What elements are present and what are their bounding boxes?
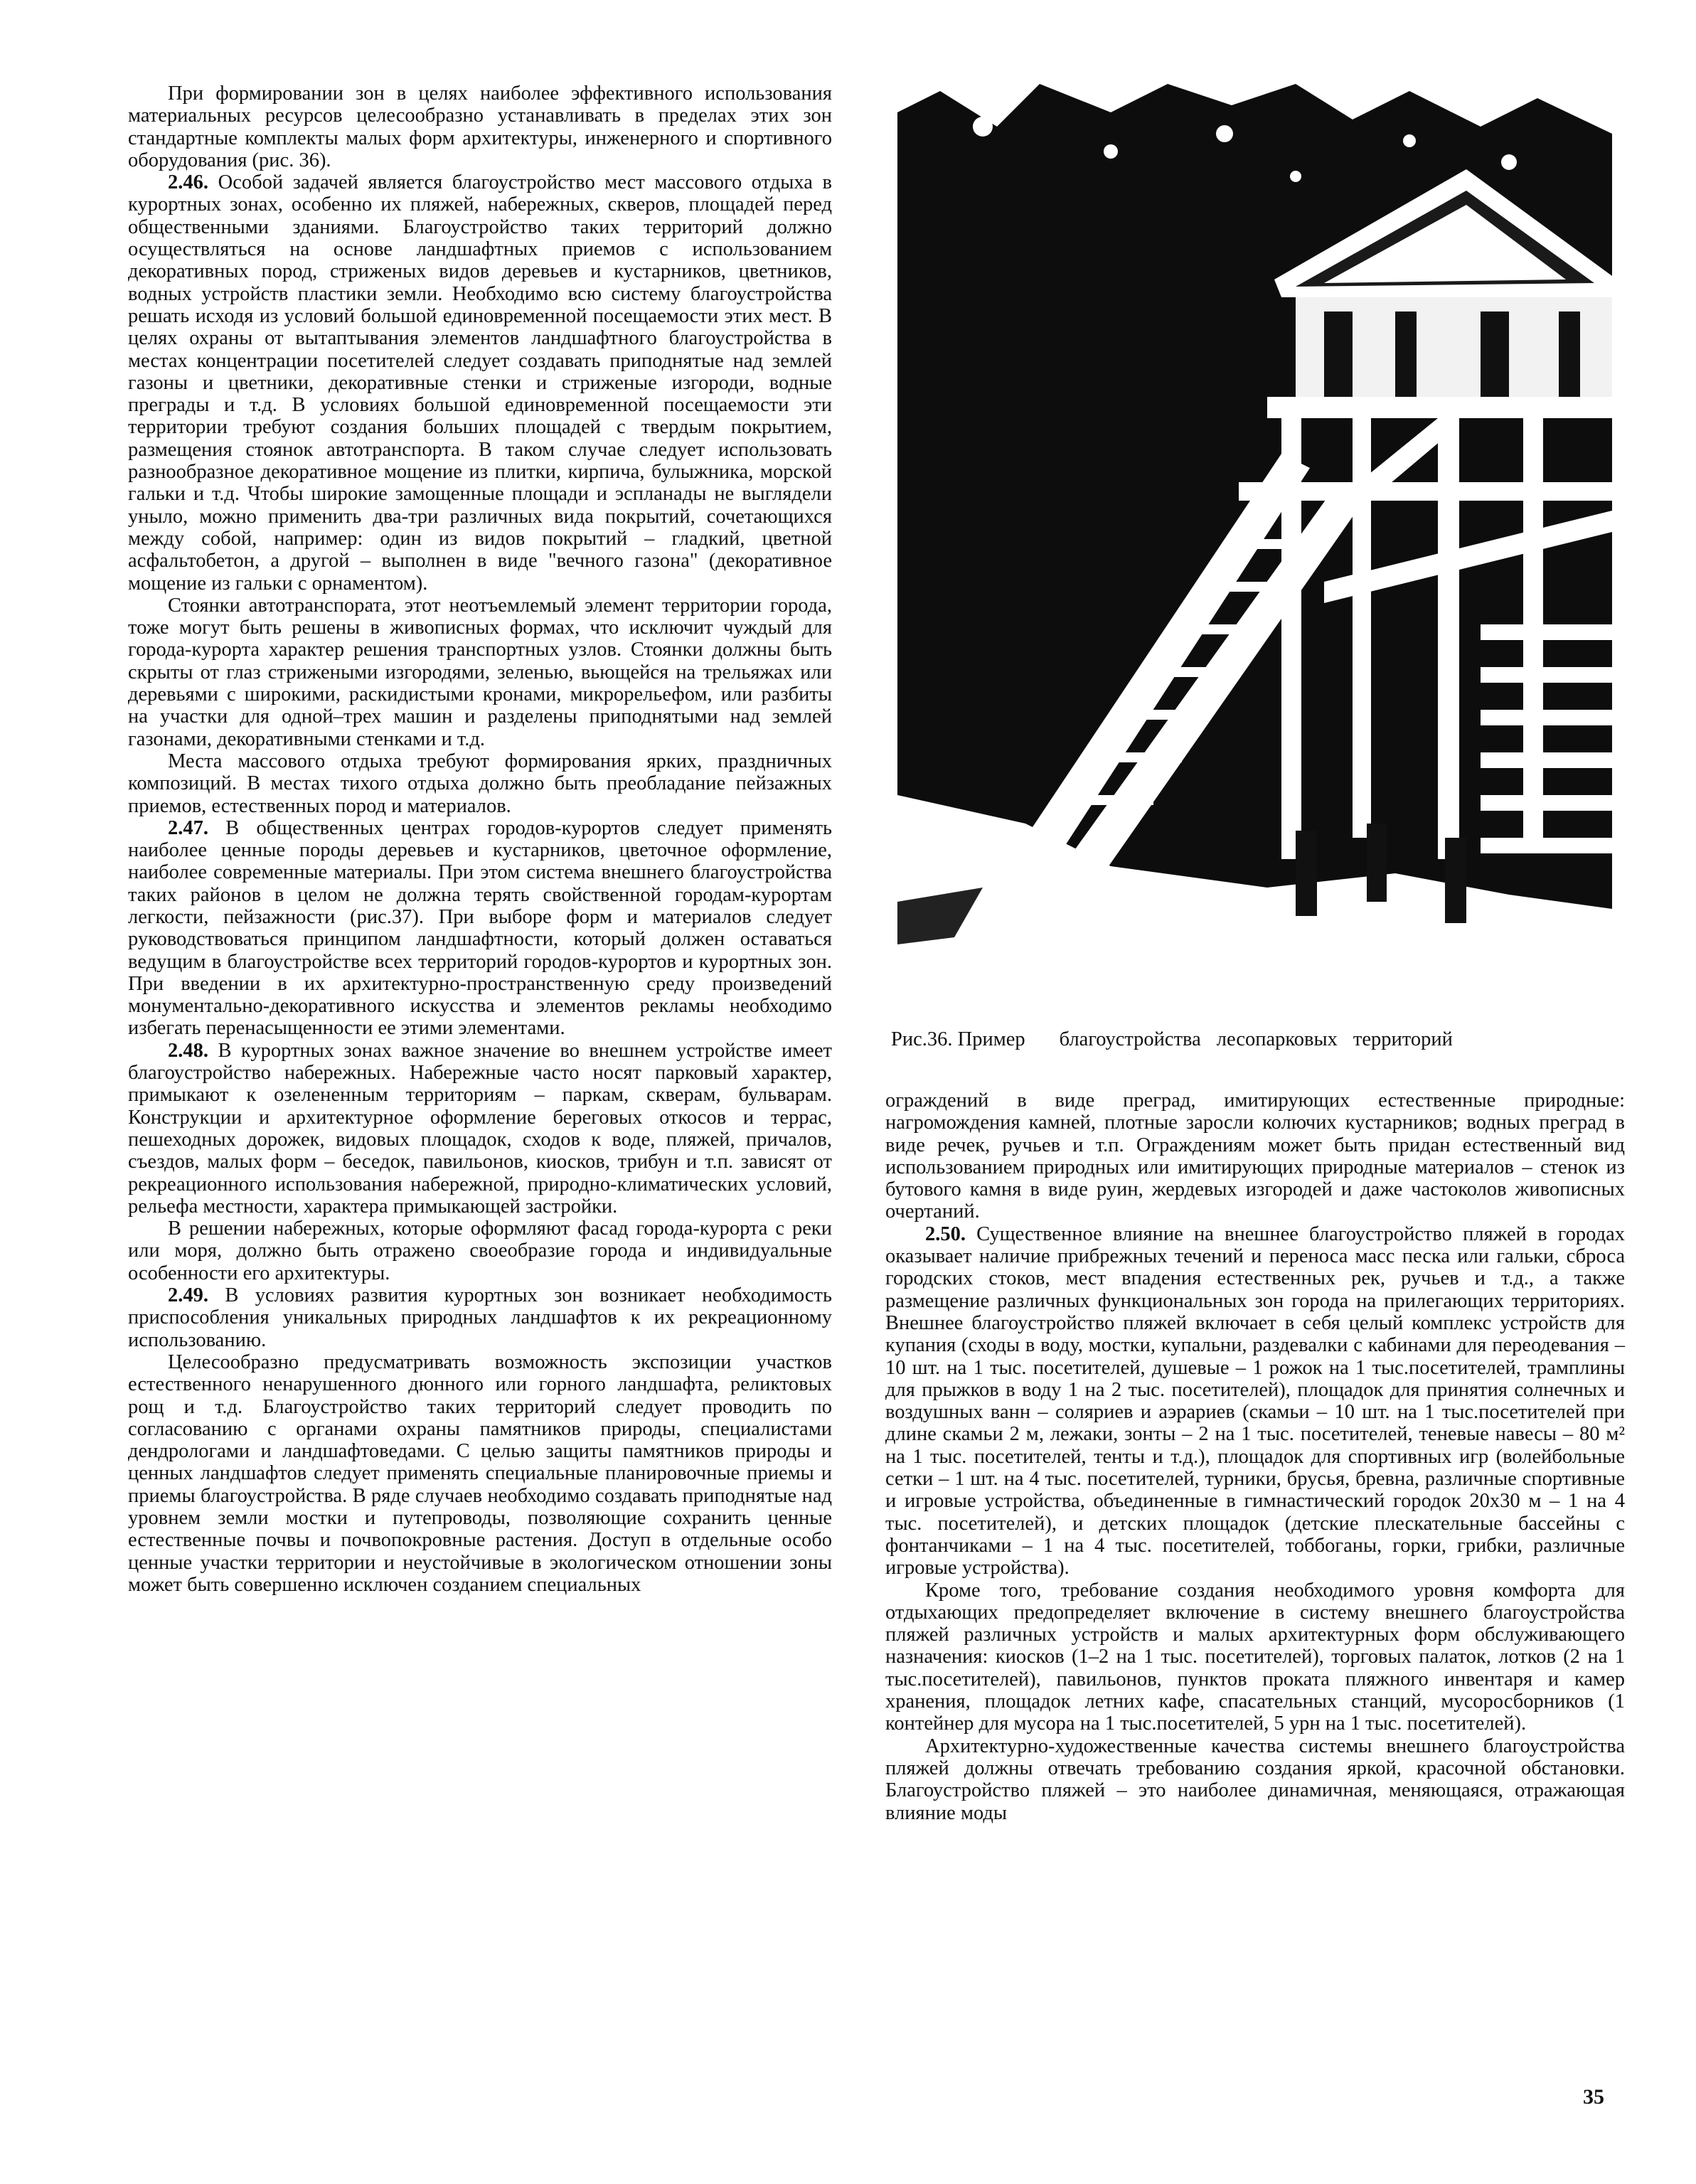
paragraph: В решении набережных, которые оформляют фасад города-курорта с реки или моря, должно быть отражено своеобразие города и индивидуальные особенности его архитектуры.: [128, 1218, 832, 1284]
caption-word: территорий: [1353, 1028, 1453, 1050]
paragraph: 2.49. В условиях развития курортных зон возникает необходимость приспособления уникальных природных ландшафтов к их рекреационному использованию.: [128, 1284, 832, 1351]
paragraph: 2.50. Существенное влияние на внешнее благоустройство пляжей в городах оказывает наличие прибрежных течений и переноса масс песка или гальки, сброса городских стоков, мест впадения естественных рек, ручьев и т.д., а также размещение различных функциональных зон города на прилегающих территориях. Внешнее благоустройство пляжей включает в себя целый комплекс устройств для купания (сходы в воду, мостки, купальни, раздевалки с кабинами для переодевания – 10 шт. на 1 тыс. посетителей, душевые – 1 рожок на 1 тыс.посетителей, трамплины для прыжков в воду 1 на 2 тыс. посетителей), площадок для принятия солнечных и воздушных ванн – соляриев и аэрариев (скамьи – 10 шт. на 1 тыс.посетителей при длине скамьи 2 м, лежаки, зонты – 2 на 1 тыс. посетителей, теневые навесы – 80 м² на 1 тыс. посетителей, тенты и т.д.), площадок для спортивных игр (волейбольные сетки – 1 шт. на 4 тыс. посетителей, турники, брусья, бревна, различные спортивные и игровые устройства, объединенные в гимнастический городок 20х30 м – 1 на 4 тыс. посетителей), и детских площадок (детские плескательные бассейны с фонтанчиками – 1 на 4 тыс. посетителей, тоббоганы, горки, грибки, различные игровые устройства).: [885, 1222, 1625, 1580]
paragraph: 2.48. В курортных зонах важное значение во внешнем устройстве имеет благоустройство набережных. Набережные часто носят парковый характер, примыкают к озелененным территориям – паркам, скверам, бульварам. Конструкции и архитектурное оформление береговых откосов и террас, пешеходных дорожек, видовых площадок, сходов к воде, пляжей, причалов, съездов, малых форм – беседок, павильонов, киосков, трибун и т.п. зависят от рекреационного использования набережной, природно-климатических условий, рельефа местности, характера примыкающей застройки.: [128, 1039, 832, 1218]
page-number: 35: [1583, 2085, 1604, 2109]
left-text-column: [128, 82, 832, 1596]
section-number: 2.46.: [168, 171, 208, 194]
paragraph: Целесообразно предусматривать возможность экспозиции участков естественного ненарушенного дюнного или горного ландшафта, реликтовых рощ и т.д. Благоустройство таких территорий следует проводить по согласованию с органами охраны памятников природы, специалистами дендрологами и ландшафтоведами. С целью защиты памятников природы и ценных ландшафтов следует применять специальные планировочные приемы и приемы благоустройства. В ряде случаев необходимо создавать приподнятые над уровнем земли мостки и путепроводы, позволяющие сохранить ценные естественные почвы и почвопокровные растения. Доступ в отдельные особо ценные участки территории и неустойчивые в экологическом отношении зоны может быть совершенно исключен созданием специальных: [128, 1351, 832, 1596]
caption-word: благоустройства: [1059, 1028, 1201, 1050]
paragraph: Места массового отдыха требуют формирования ярких, праздничных композиций. В местах тихого отдыха должно быть преобладание пейзажных приемов, естественных пород и материалов.: [128, 750, 832, 817]
section-number: 2.49.: [168, 1284, 208, 1307]
paragraph: Архитектурно-художественные качества системы внешнего благоустройства пляжей должны отвечать требованию создания яркой, красочной обстановки. Благоустройство пляжей – это наиболее динамичная, меняющаяся, отражающая влияние моды: [885, 1735, 1625, 1824]
right-text-column: [885, 1090, 1625, 1824]
paragraph: 2.46. Особой задачей является благоустройство мест массового отдыха в курортных зонах, особенно их пляжей, набережных, скверов, площадей перед общественными зданиями. Благоустройство таких территорий должно осуществляться на основе ландшафтных приемов с использованием декоративных пород, стриженых видов деревьев и кустарников, цветников, водных устройств пластики земли. Необходимо всю систему благоустройства решать исходя из условий большой единовременной посещаемости этих мест. В целях охраны от вытаптывания элементов ландшафтного благоустройства в местах концентрации посетителей следует создавать приподнятые над землей газоны и цветники, декоративные стенки и стриженые изгороди, водные преграды и т.д. В условиях большой единовременной посещаемости эти территории требуют создания больших площадей с твердым покрытием, размещения стоянок автотранспорта. В таком случае следует использовать разнообразное декоративное мощение из плитки, кирпича, булыжника, морской гальки и т.д. Чтобы широкие замощенные площади и эспланады не выглядели уныло, можно применить два-три различных вида покрытий, сочетающихся между собой, например: один из видов покрытий – гладкий, цветной асфальтобетон, а другой – выполнен в виде "вечного газона" (декоративное мощение из гальки с орнаментом).: [128, 171, 832, 595]
section-number: 2.50.: [925, 1222, 966, 1245]
paragraph: При формировании зон в целях наиболее эффективного использования материальных ресурсов целесообразно устанавливать в пределах этих зон стандартные комплекты малых форм архитектуры, инженерного и спортивного оборудования (рис. 36).: [128, 82, 832, 171]
paragraph: Кроме того, требование создания необходимого уровня комфорта для отдыхающих предопределяет включение в систему внешнего благоустройства пляжей различных устройств и малых архитектурных форм обслуживающего назначения: киосков (1–2 на 1 тыс. посетителей), торговых палаток, лотков (2 на 1 тыс.посетителей), павильонов, пунктов проката пляжного инвентаря и камер хранения, площадок летних кафе, спасательных станций, мусоросборников (1 контейнер для мусора на 1 тыс.посетителей, 5 урн на 1 тыс. посетителей).: [885, 1579, 1625, 1735]
paragraph: 2.47. В общественных центрах городов-курортов следует применять наиболее ценные породы деревьев и кустарников, цветочное оформление, наиболее современные материалы. При этом система внешнего благоустройства таких районов в целом не должна терять свойственной городам-курортам легкости, пейзажности (рис.37). При выборе форм и материалов следует руководствоваться принципом ландшафтности, который должен оставаться ведущим в благоустройстве всех территорий городов-курортов и курортных зон. При введении в их архитектурно-пространственную среду произведений монументально-декоративного искусства и элементов рекламы необходимо избегать перенасыщенности ее этими элементами.: [128, 816, 832, 1040]
figure-label: Рис.36. Пример: [891, 1028, 1025, 1050]
caption-word: лесопарковых: [1216, 1028, 1338, 1050]
paragraph: Стоянки автотранспората, этот неотъемлемый элемент территории города, тоже могут быть решены в живописных формах, что исключит чуждый для города-курорта характер решения транспортных узлов. Стоянки должны быть скрыты от глаз стрижеными изгородями, зеленью, вьющейся на трельяжах или деревьями с широкими, раскидистыми кронами, микрорельефом, или разбиты на участки для одной–трех машин и разделены приподнятыми над землей газонами, декоративными стенками и т.д.: [128, 594, 832, 750]
section-number: 2.47.: [168, 816, 208, 839]
figure-36-photo: [897, 84, 1612, 1006]
section-number: 2.48.: [168, 1039, 208, 1062]
figure-caption: [891, 1028, 1627, 1051]
paragraph: ограждений в виде преград, имитирующих естественные природные: нагромождения камней, плотные заросли колючих кустарников; водных преград в виде речек, ручьев и т.п. Ограждениям может быть придан естественный вид использованием природных или имитирующих природные материалов – стенок из бутового камня в виде руин, жердевых изгородей и даже частоколов живописных очертаний.: [885, 1090, 1625, 1223]
